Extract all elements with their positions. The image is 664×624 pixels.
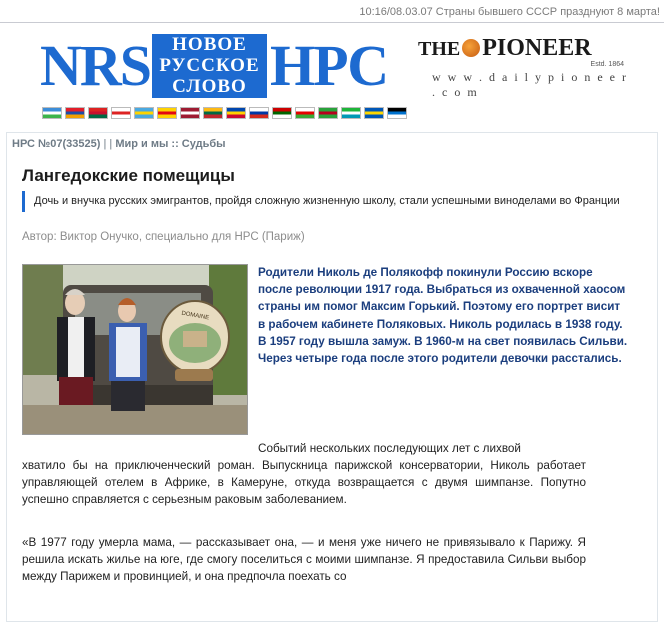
- pioneer-estd: Estd. 1864: [590, 61, 624, 68]
- breadcrumb-separator: | |: [100, 138, 116, 150]
- pioneer-name: [418, 35, 628, 62]
- flag-icon: [387, 107, 407, 119]
- flag-icon: [134, 107, 154, 119]
- article-paragraph-1-start: Событий нескольких последующих лет с лихвой: [258, 442, 521, 455]
- logo-word-1: НОВОЕ: [172, 34, 247, 55]
- flag-icon: [341, 107, 361, 119]
- pioneer-url[interactable]: w w w . d a i l y p i o n e e r . c o m: [432, 70, 628, 99]
- flag-icon: [364, 107, 384, 119]
- pioneer-word: PIONEER: [482, 35, 592, 61]
- news-ticker[interactable]: 10:16/08.03.07 Страны бывшего СССР празднуют 8 марта!: [359, 6, 660, 18]
- article-photo: [22, 264, 248, 435]
- logo-word-2: РУССКОЕ: [159, 55, 260, 76]
- flag-icon: [88, 107, 108, 119]
- flag-icon: [295, 107, 315, 119]
- photo-sign-text: DOMAINE: [180, 310, 210, 322]
- photo-illustration: [23, 265, 248, 435]
- flag-icon: [203, 107, 223, 119]
- flag-icon: [42, 107, 62, 119]
- masthead: [0, 23, 664, 128]
- country-flags: [42, 107, 407, 121]
- logo-word-3: СЛОВО: [172, 76, 247, 97]
- issue-number[interactable]: НРС №07(33525): [12, 138, 101, 150]
- flag-icon: [318, 107, 338, 119]
- article-highlight: Родители Николь де Полякофф покинули Россию вскоре после революции 1917 года. Выбраться из охваченной хаосом страны им помог Максим Горький. Поэтому его портрет висит в рабочем кабинете Поляковых. Николь родилась в 1938 году. В 1957 году вышла замуж. В 1960-м на свет появилась Сильви. Через четыре года после этого родители девочки расстались.: [258, 266, 628, 366]
- flag-icon: [65, 107, 85, 119]
- logo-nrs[interactable]: NRS: [40, 33, 151, 98]
- breadcrumb: [12, 138, 226, 150]
- flag-icon: [180, 107, 200, 119]
- article-paragraph-2: «В 1977 году умерла мама, — рассказывает она, — и меня уже ничего не привязывало к Парижу. Я решила искать жилье на юге, где смогу поселиться с моими шимпанзе. Я предоставила Сильви выбор между Парижем и провинцией, и она предпочла поехать со: [22, 536, 586, 584]
- pioneer-the: THE: [418, 38, 461, 60]
- flag-icon: [249, 107, 269, 119]
- logo-novoe-russkoe-slovo[interactable]: [152, 34, 267, 98]
- article-lead: Дочь и внучка русских эмигрантов, пройдя сложную жизненную школу, стали успешными виноделами во Франции: [22, 191, 632, 212]
- section-path[interactable]: Мир и мы :: Судьбы: [115, 138, 226, 150]
- flag-icon: [226, 107, 246, 119]
- top-bar: [0, 0, 664, 23]
- flag-icon: [111, 107, 131, 119]
- flag-icon: [157, 107, 177, 119]
- article-author: Автор: Виктор Онучко, специально для НРС (Париж): [22, 231, 305, 243]
- article-title: Лангедокские помещицы: [22, 166, 235, 185]
- flag-icon: [272, 107, 292, 119]
- article-paragraph-1: хватило бы на приключенческий роман. Выпускница парижской консерватории, Николь работает управляющей отелем в Африке, в Камеруне, откуда возвращается с двумя шимпанзе. Попутно успешно справляется с серьезным раковым заболеванием.: [22, 459, 586, 507]
- pioneer-logo[interactable]: [418, 35, 628, 100]
- logo-hrc[interactable]: НРС: [270, 33, 388, 98]
- globe-icon: [462, 39, 480, 57]
